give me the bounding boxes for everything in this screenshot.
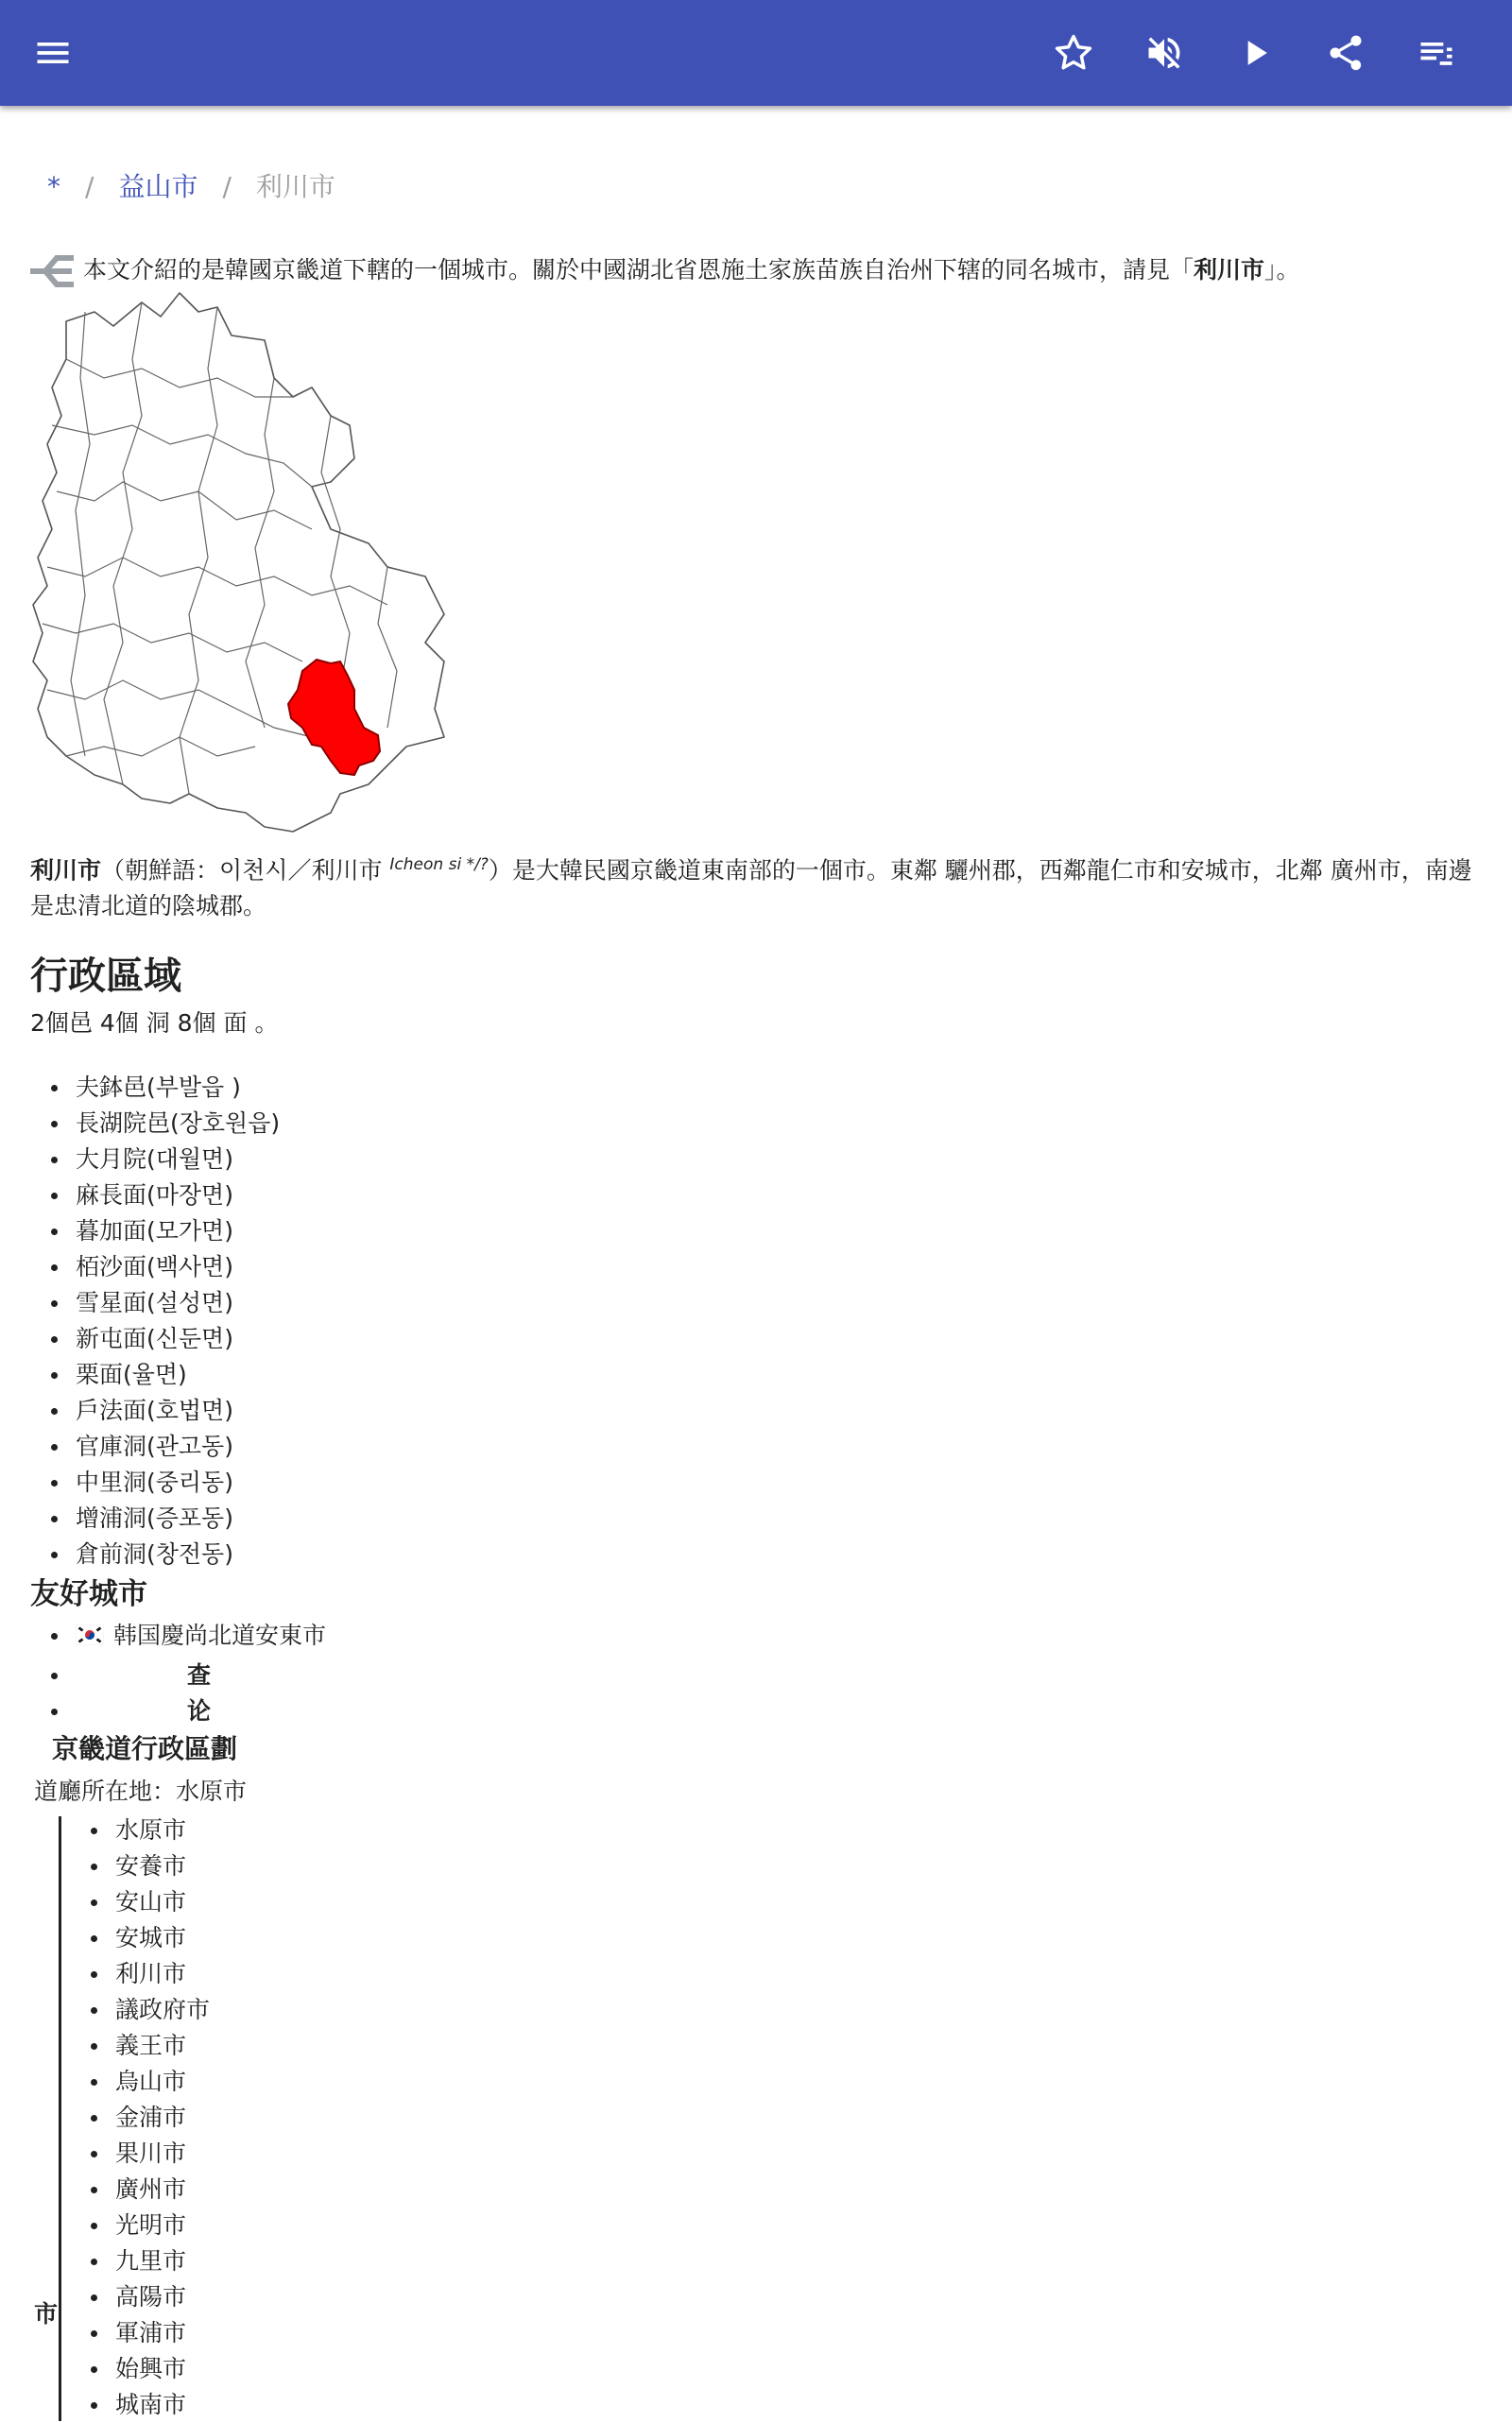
city-link[interactable]: 高陽市 [70,2279,210,2315]
breadcrumb-separator: / [85,171,94,202]
article-subject: 利川市 [30,856,102,885]
city-link[interactable]: 九里市 [70,2243,210,2279]
city-link[interactable]: 始興市 [70,2351,210,2387]
city-link[interactable]: 光明市 [70,2208,210,2243]
romanization: Icheon si */? [389,855,489,874]
city-link[interactable]: 軍浦市 [70,2315,210,2351]
navbox-title[interactable]: 京畿道行政區劃 [52,1733,238,1764]
sister-city-item[interactable] [30,1618,326,1654]
city-link[interactable]: 城南市 [70,2387,210,2423]
star-icon[interactable] [1045,25,1102,81]
list-item: 栗面(율면) [30,1357,280,1393]
lead-paren-close: ） [488,856,512,885]
list-item: 夫鉢邑(부발읍 ) [30,1070,280,1106]
list-item: 長湖院邑(장호원읍) [30,1106,280,1142]
navbox-group-divider [59,1816,61,2421]
south-korea-flag [76,1624,104,1645]
city-link[interactable]: 廣州市 [70,2172,210,2208]
breadcrumb [47,168,335,206]
volume-off-icon[interactable] [1136,25,1193,81]
share-icon[interactable] [1317,25,1374,81]
play-icon[interactable] [1227,25,1283,81]
app-bar [0,0,1512,106]
navbox-view-link[interactable]: 查 [187,1661,212,1689]
list-item: 增浦洞(증포동) [30,1501,280,1537]
list-item: 新屯面(신둔면) [30,1321,280,1357]
city-link[interactable]: 安山市 [70,1884,210,1920]
section-heading-admin: 行政區域 [30,954,181,998]
navbox-group-label: 市 [34,2300,59,2328]
navbox-view-item [30,1658,211,1693]
admin-summary: 2個邑 4個 洞 8個 面 。 [30,1009,279,1037]
list-item: 栢沙面(백사면) [30,1249,280,1285]
lead-paragraph [30,847,1486,924]
list-item: 暮加面(모가면) [30,1213,280,1249]
list-item: 麻長面(마장면) [30,1177,280,1213]
list-item: 倉前洞(창전동) [30,1537,280,1572]
city-link[interactable]: 安養市 [70,1848,210,1884]
city-link[interactable]: 利川市 [70,1956,210,1992]
list-item: 戶法面(호법면) [30,1393,280,1429]
city-link[interactable]: 果川市 [70,2136,210,2172]
breadcrumb-parent[interactable]: 益山市 [118,171,198,202]
location-map [28,284,454,841]
menu-icon[interactable] [25,25,81,81]
sister-list [30,1618,326,1654]
navbox-talk-item [30,1693,211,1729]
navbox-links [30,1658,211,1729]
breadcrumb-root[interactable]: * [47,171,60,202]
lead-paren-open: （朝鮮語：이천시／利川市 [101,856,390,885]
list-item: 官庫洞(관고동) [30,1429,280,1465]
breadcrumb-separator: / [222,171,232,202]
list-item: 雪星面(설성면) [30,1285,280,1321]
hatnote-text: 本文介紹的是韓國京畿道下轄的一個城市。關於中國湖北省恩施土家族苗族自治州下辖的同名城市，請見「 [83,256,1194,284]
city-link[interactable]: 安城市 [70,1920,210,1956]
city-link[interactable]: 水原市 [70,1813,210,1848]
navbox-talk-link[interactable]: 论 [187,1697,212,1725]
admin-list [30,1070,280,1572]
list-item: 中里洞(중리동) [30,1465,280,1501]
city-link[interactable]: 義王市 [70,2028,210,2064]
list-item: 大月院(대월면) [30,1142,280,1177]
hatnote-link[interactable]: 利川市 [1194,256,1265,284]
city-list [70,1813,210,2423]
list-icon[interactable] [1408,25,1465,81]
navbox-capital: 道廳所在地：水原市 [34,1778,248,1805]
city-link[interactable]: 議政府市 [70,1992,210,2028]
city-link[interactable]: 烏山市 [70,2064,210,2100]
city-link[interactable]: 金浦市 [70,2100,210,2136]
breadcrumb-current: 利川市 [255,171,335,202]
sister-city-label: 韩国慶尚北道安東市 [113,1622,327,1649]
section-heading-sister: 友好城市 [30,1577,147,1611]
hatnote-text-end: 」。 [1264,256,1300,284]
lead-text: 是大韓民國京畿道東南部的一個市。東鄰 驪州郡，西鄰龍仁市和安城市，北鄰 廣州市，南邊是忠清北道的陰城郡。 [30,856,1472,920]
